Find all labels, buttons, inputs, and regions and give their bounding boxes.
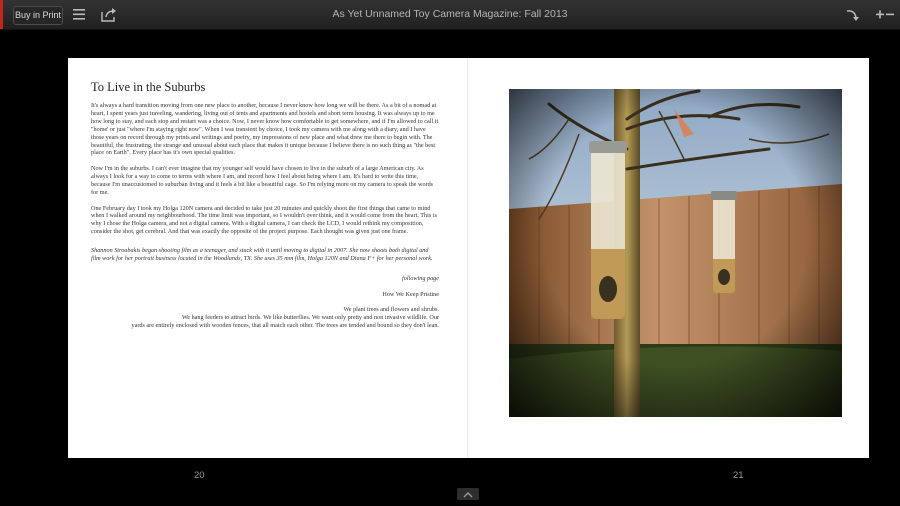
return-arrow-icon[interactable] xyxy=(845,6,861,23)
poem-line: We hang feeders to attract birds. We like butterflies. We want only pretty and non invasive wildlife. Our xyxy=(181,314,439,322)
article-heading: To Live in the Suburbs xyxy=(91,80,206,94)
left-page xyxy=(68,58,468,458)
article-body xyxy=(91,102,439,330)
author-bio: Shannon Stroubakis began shooting film as a teenager, and stuck with it until moving to digital in 2007. She now shoots both digital and film work for her portrait business located in the Woodlands, TX. She uses 35 mm film, Holga 120N and Diana F+ for her personal work. xyxy=(91,247,433,263)
drawer-handle[interactable] xyxy=(457,488,479,500)
page-fold xyxy=(467,58,469,458)
bird-feeder-photo xyxy=(509,89,842,417)
footer-bar xyxy=(0,458,900,500)
page-number-left[interactable]: 20 xyxy=(194,470,205,481)
share-icon[interactable] xyxy=(100,6,119,23)
accent-mark xyxy=(0,0,3,29)
spacer-strip xyxy=(0,30,900,58)
menu-icon[interactable] xyxy=(72,6,86,23)
article-paragraph: Now I'm in the suburbs. I can't ever imagine that my younger self would have chosen to live in the suburb of a large American city. As always I look for a way to come to terms with where I am, and record how I feel about being where I am. It's hard to write this time, because I'm unaccustomed to suburban living and it feels a bit like a beautiful cage. So I'm relying more on my camera to speak the words for me. xyxy=(91,165,434,196)
right-page xyxy=(468,58,869,458)
page-number-right[interactable]: 21 xyxy=(733,470,744,481)
poem-line: We plant trees and flowers and shrubs. xyxy=(343,306,439,314)
top-toolbar xyxy=(0,0,900,30)
chevron-up-icon xyxy=(457,489,479,501)
zoom-icon[interactable] xyxy=(875,6,895,23)
article-paragraph: One February day I took my Holga 120N camera and decided to take just 20 minutes and quickly shoot the first things that came to mind when I walked around my neighbourhood. The time limit was important, so I wouldn't over think, and it would come from the heart. This is why I chose the Holga camera, and not a digital camera. With a digital camera, I can check the LCD, I would rethink my composition, consider the shot, get cerebral. And that was exactly the opposite of the project purpose. Each thought was given just one frame. xyxy=(91,204,437,236)
magazine-title: As Yet Unnamed Toy Camera Magazine: Fall 2013 xyxy=(332,8,568,20)
poem-line: yards are entirely enclosed with wooden fences, that all match each other. The trees are tended and bound so they don't lean. xyxy=(131,322,439,330)
buy-in-print-button[interactable]: Buy in Print xyxy=(13,6,63,25)
following-page-label: following page xyxy=(402,275,439,282)
following-page-title: How We Keep Pristine xyxy=(382,290,439,298)
article-paragraph: It's always a hard transition moving from one new place to another, because I never know how long we will be there. As a bit of a nomad at heart, I spent years just traveling, wandering, living out of tents and apartments and hostels and short term housing. It was always up to me how long to stay, and each stop and restart was a choice. Now, I never know how comfortable to get somewhere, and if I'm allowed to call it "home' or just "where I'm staying right now". When I was transient by choice, I took my camera with me along with a diary, and I have those years on record through my prints and writings and poetry, my impressions of new place and what drew me there to begin with. The beautiful, the frustrating, the strange and unusual about each place that makes it unique because I believe there is no such thing as "the best place on Earth". Every place has it's own special qualities. xyxy=(91,102,439,157)
